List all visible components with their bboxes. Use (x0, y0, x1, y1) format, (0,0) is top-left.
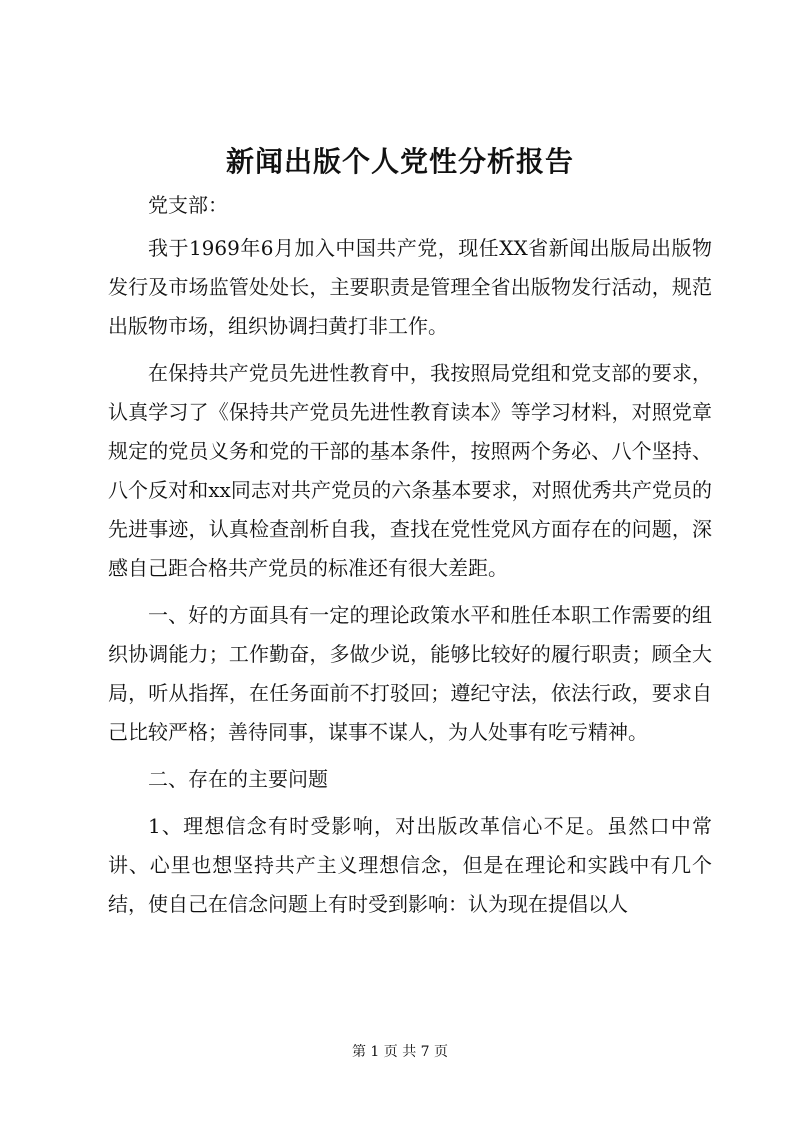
education-paragraph: 在保持共产党员先进性教育中，我按照局党组和党支部的要求，认真学习了《保持共产党员先进性教育读本》等学习材料，对照党章规定的党员义务和党的干部的基本条件，按照两个务必、八个坚持、八个反对和xx同志对共产党员的六条基本要求，对照优秀共产党员的先进事迹，认真检查剖析自我，查找在党性党风方面存在的问题，深感自己距合格共产党员的标准还有很大差距。 (108, 361, 712, 580)
document-title: 新闻出版个人党性分析报告 (225, 145, 574, 178)
section-heading-problems: 二、存在的主要问题 (148, 767, 328, 791)
document-body (108, 186, 712, 932)
problem-1-paragraph: 1、理想信念有时受影响，对出版改革信心不足。虽然口中常讲、心里也想坚持共产主义理想信念，但是在理论和实践中有几个结，使自己在信念问题上有时受到影响：认为现在提倡以人 (108, 814, 712, 916)
page-footer: 第 1 页 共 7 页 (351, 1044, 449, 1060)
strengths-paragraph: 一、好的方面具有一定的理论政策水平和胜任本职工作需要的组织协调能力；工作勤奋，多做少说，能够比较好的履行职责；顾全大局，听从指挥，在任务面前不打驳回；遵纪守法，依法行政，要求自己比较严格；善待同事，谋事不谋人，为人处事有吃亏精神。 (108, 603, 712, 744)
intro-paragraph: 我于1969年6月加入中国共产党，现任XX省新闻出版局出版物发行及市场监管处处长，主要职责是管理全省出版物发行活动，规范出版物市场，组织协调扫黄打非工作。 (108, 236, 712, 338)
salutation-paragraph: 党支部： (148, 193, 228, 217)
